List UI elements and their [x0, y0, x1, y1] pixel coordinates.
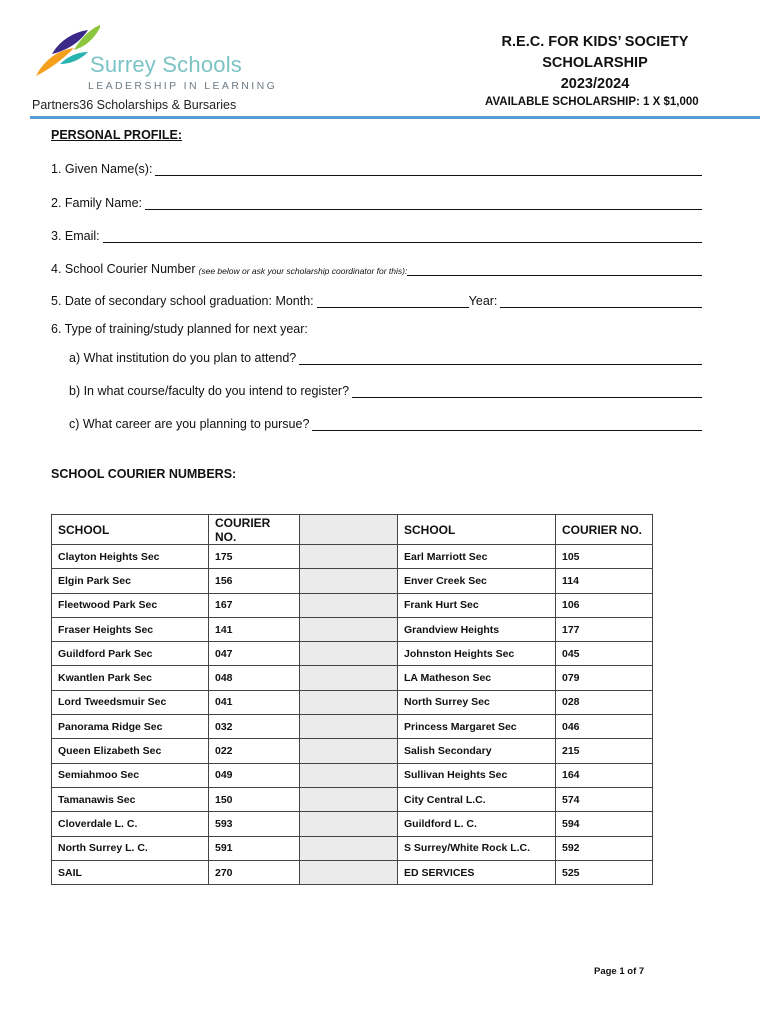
table-row — [52, 666, 653, 690]
school-cell: Fraser Heights Sec — [52, 617, 209, 641]
title-line: SCHOLARSHIP — [542, 55, 648, 71]
courier-number-cell: 215 — [556, 739, 653, 763]
available-scholarship: AVAILABLE SCHOLARSHIP: 1 X $1,000 — [485, 96, 699, 108]
courier-number-label: 4. School Courier Number — [51, 262, 196, 276]
school-cell: Clayton Heights Sec — [52, 545, 209, 569]
scholarship-title — [470, 32, 720, 95]
page-number: Page 1 of 7 — [594, 966, 645, 977]
table-row — [52, 690, 653, 714]
title-line: 2023/2024 — [560, 76, 630, 92]
spacer-cell — [300, 666, 398, 690]
school-cell: Guildford Park Sec — [52, 642, 209, 666]
courier-number-cell: 045 — [556, 642, 653, 666]
courier-number-cell: 105 — [556, 545, 653, 569]
courier-number-cell: 022 — [209, 739, 300, 763]
spacer-cell — [300, 593, 398, 617]
school-cell: City Central L.C. — [398, 787, 556, 811]
spacer-cell — [300, 812, 398, 836]
graduation-year-field[interactable] — [500, 294, 702, 308]
graduation-month-field[interactable] — [317, 294, 469, 308]
courier-number-cell: 167 — [209, 593, 300, 617]
spacer-cell — [300, 763, 398, 787]
school-cell: North Surrey L. C. — [52, 836, 209, 860]
school-cell: Semiahmoo Sec — [52, 763, 209, 787]
email-field[interactable] — [103, 229, 702, 243]
school-cell: Grandview Heights — [398, 617, 556, 641]
logo-tagline: LEADERSHIP IN LEARNING — [88, 80, 278, 92]
school-cell: S Surrey/White Rock L.C. — [398, 836, 556, 860]
column-header: COURIER NO. — [209, 515, 300, 545]
partners-label: Partners36 Scholarships & Bursaries — [32, 98, 237, 112]
spacer-cell — [300, 739, 398, 763]
career-label: c) What career are you planning to pursue? — [69, 417, 310, 431]
logo-name: Surrey Schools — [90, 52, 242, 77]
table-row — [52, 836, 653, 860]
school-cell: Cloverdale L. C. — [52, 812, 209, 836]
title-line: R.E.C. FOR KIDS’ SOCIETY — [501, 34, 689, 50]
table-row — [52, 569, 653, 593]
courier-number-cell: 156 — [209, 569, 300, 593]
courier-number-cell: 032 — [209, 715, 300, 739]
table-row — [52, 593, 653, 617]
courier-number-cell: 592 — [556, 836, 653, 860]
table-row — [52, 787, 653, 811]
courier-number-cell: 594 — [556, 812, 653, 836]
school-cell: Panorama Ridge Sec — [52, 715, 209, 739]
course-field[interactable] — [352, 384, 702, 398]
table-row — [52, 617, 653, 641]
surrey-schools-logo — [30, 24, 280, 96]
personal-profile-heading: PERSONAL PROFILE: — [51, 128, 183, 142]
graduation-row — [51, 290, 702, 308]
institution-field[interactable] — [299, 351, 702, 365]
table-row — [52, 715, 653, 739]
school-cell: North Surrey Sec — [398, 690, 556, 714]
school-cell: Fleetwood Park Sec — [52, 593, 209, 617]
school-cell: Salish Secondary — [398, 739, 556, 763]
courier-number-cell: 046 — [556, 715, 653, 739]
table-header-row — [52, 515, 653, 545]
spacer-cell — [300, 515, 398, 545]
institution-row — [69, 347, 702, 365]
school-cell: SAIL — [52, 860, 209, 884]
given-name-row — [51, 158, 702, 176]
school-cell: Frank Hurt Sec — [398, 593, 556, 617]
school-cell: Elgin Park Sec — [52, 569, 209, 593]
courier-number-cell: 175 — [209, 545, 300, 569]
courier-number-cell: 164 — [556, 763, 653, 787]
school-cell: Tamanawis Sec — [52, 787, 209, 811]
courier-number-cell: 141 — [209, 617, 300, 641]
courier-number-cell: 049 — [209, 763, 300, 787]
courier-number-field[interactable] — [407, 262, 702, 276]
course-label: b) In what course/faculty do you intend to register? — [69, 384, 350, 398]
courier-number-cell: 150 — [209, 787, 300, 811]
school-cell: Kwantlen Park Sec — [52, 666, 209, 690]
table-row — [52, 860, 653, 884]
training-question: 6. Type of training/study planned for next year: — [51, 322, 308, 336]
spacer-cell — [300, 690, 398, 714]
given-name-field[interactable] — [155, 162, 702, 176]
school-cell: Sullivan Heights Sec — [398, 763, 556, 787]
career-field[interactable] — [312, 417, 702, 431]
spacer-cell — [300, 836, 398, 860]
course-row — [69, 380, 702, 398]
courier-number-cell: 047 — [209, 642, 300, 666]
table-row — [52, 812, 653, 836]
email-label: 3. Email: — [51, 229, 100, 243]
courier-number-row — [51, 258, 702, 276]
family-name-row — [51, 192, 702, 210]
graduation-year-label: Year: — [468, 294, 498, 308]
table-row — [52, 545, 653, 569]
spacer-cell — [300, 617, 398, 641]
column-header: SCHOOL — [52, 515, 209, 545]
table-row — [52, 739, 653, 763]
courier-number-cell: 593 — [209, 812, 300, 836]
courier-number-cell: 177 — [556, 617, 653, 641]
institution-label: a) What institution do you plan to attend? — [69, 351, 297, 365]
courier-number-cell: 270 — [209, 860, 300, 884]
column-header: COURIER NO. — [556, 515, 653, 545]
family-name-field[interactable] — [145, 196, 702, 210]
courier-number-cell: 028 — [556, 690, 653, 714]
column-header: SCHOOL — [398, 515, 556, 545]
school-cell: ED SERVICES — [398, 860, 556, 884]
school-cell: LA Matheson Sec — [398, 666, 556, 690]
courier-table — [51, 514, 653, 885]
school-cell: Johnston Heights Sec — [398, 642, 556, 666]
spacer-cell — [300, 545, 398, 569]
courier-number-cell: 574 — [556, 787, 653, 811]
given-name-label: 1. Given Name(s): — [51, 162, 153, 176]
courier-number-cell: 106 — [556, 593, 653, 617]
spacer-cell — [300, 787, 398, 811]
spacer-cell — [300, 715, 398, 739]
courier-numbers-heading: SCHOOL COURIER NUMBERS: — [51, 467, 237, 481]
spacer-cell — [300, 569, 398, 593]
table-row — [52, 642, 653, 666]
table-row — [52, 763, 653, 787]
courier-number-cell: 048 — [209, 666, 300, 690]
courier-number-cell: 591 — [209, 836, 300, 860]
courier-number-cell: 525 — [556, 860, 653, 884]
spacer-cell — [300, 860, 398, 884]
school-cell: Earl Marriott Sec — [398, 545, 556, 569]
courier-number-note: (see below or ask your scholarship coordinator for this): — [198, 266, 408, 276]
school-cell: Princess Margaret Sec — [398, 715, 556, 739]
courier-number-cell: 114 — [556, 569, 653, 593]
courier-number-cell: 079 — [556, 666, 653, 690]
school-cell: Queen Elizabeth Sec — [52, 739, 209, 763]
career-row — [69, 413, 702, 431]
school-cell: Guildford L. C. — [398, 812, 556, 836]
school-cell: Lord Tweedsmuir Sec — [52, 690, 209, 714]
school-cell: Enver Creek Sec — [398, 569, 556, 593]
family-name-label: 2. Family Name: — [51, 196, 142, 210]
email-row — [51, 225, 702, 243]
spacer-cell — [300, 642, 398, 666]
header-divider — [30, 116, 760, 119]
graduation-month-label: 5. Date of secondary school graduation: Month: — [51, 294, 314, 308]
courier-number-cell: 041 — [209, 690, 300, 714]
